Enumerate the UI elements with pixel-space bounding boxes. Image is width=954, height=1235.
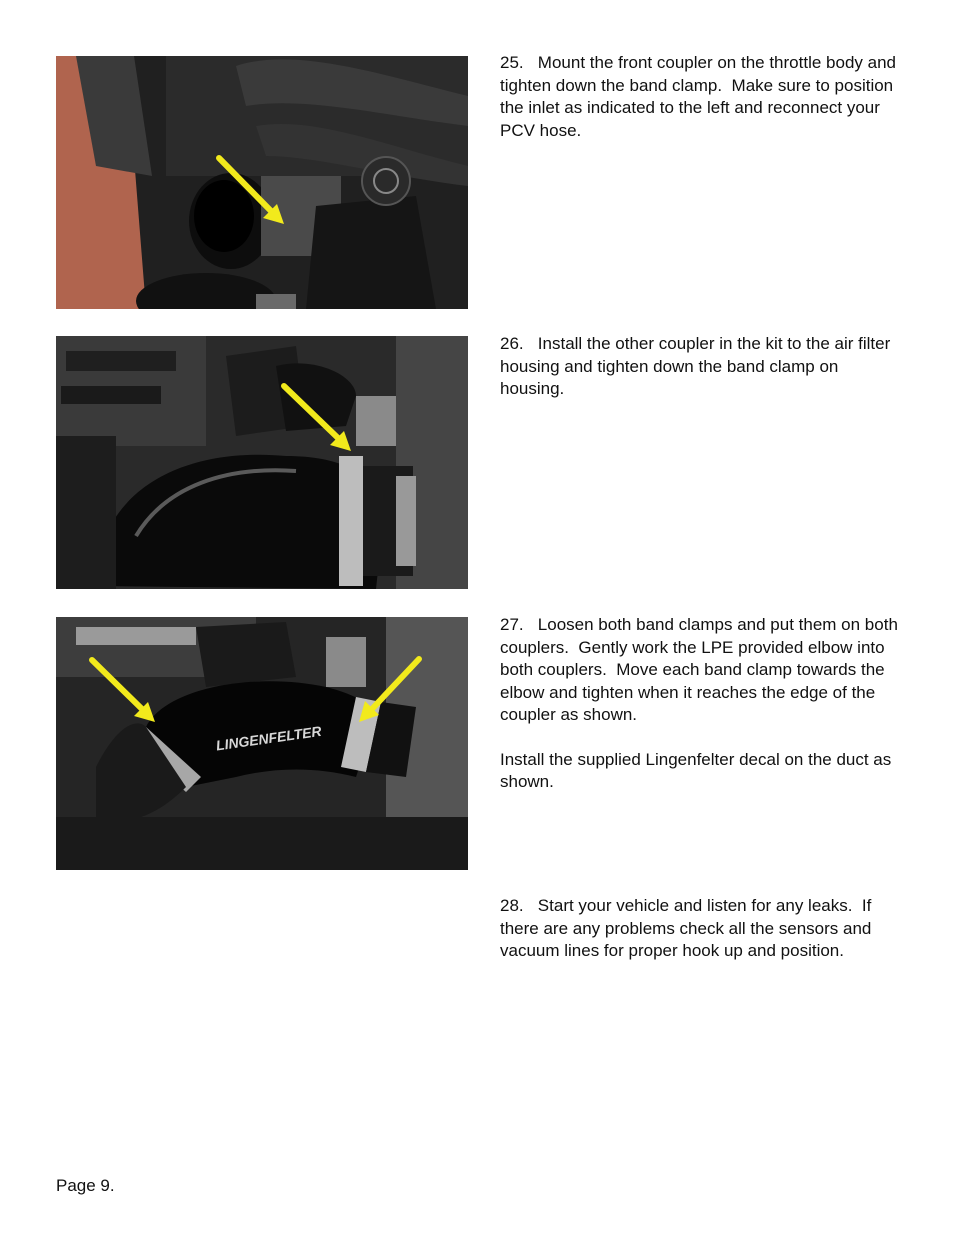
engine-bay-image [56,617,468,870]
step-26 [500,333,900,401]
step-28 [500,895,900,963]
step-25-text: 25. Mount the front coupler on the throttle body and tighten down the band clamp. Make sure to position the inlet as indicated to the left and reconnect your PCV hose. [500,53,901,140]
photo-elbow-installed [56,617,468,870]
engine-bay-image [56,56,468,309]
step-25 [500,52,900,142]
page-number: Page 9. [56,1176,115,1195]
step-26-text: 26. Install the other coupler in the kit to the air filter housing and tighten down the band clamp on housing. [500,334,895,398]
engine-bay-image [56,336,468,589]
photo-front-coupler [56,56,468,309]
step-27 [500,614,903,794]
decal-text: LINGENFELTER [214,722,323,754]
step-27-note: Install the supplied Lingenfelter decal on the duct as shown. [500,749,896,791]
photo-airbox-coupler [56,336,468,589]
step-28-text: 28. Start your vehicle and listen for any leaks. If there are any problems check all the sensors and vacuum lines for proper hook up and position. [500,896,877,960]
step-27-text: 27. Loosen both band clamps and put them on both couplers. Gently work the LPE provided elbow into both couplers. Move each band clamp towards the elbow and tighten when it reaches the edge of the coupler as shown. [500,615,903,724]
